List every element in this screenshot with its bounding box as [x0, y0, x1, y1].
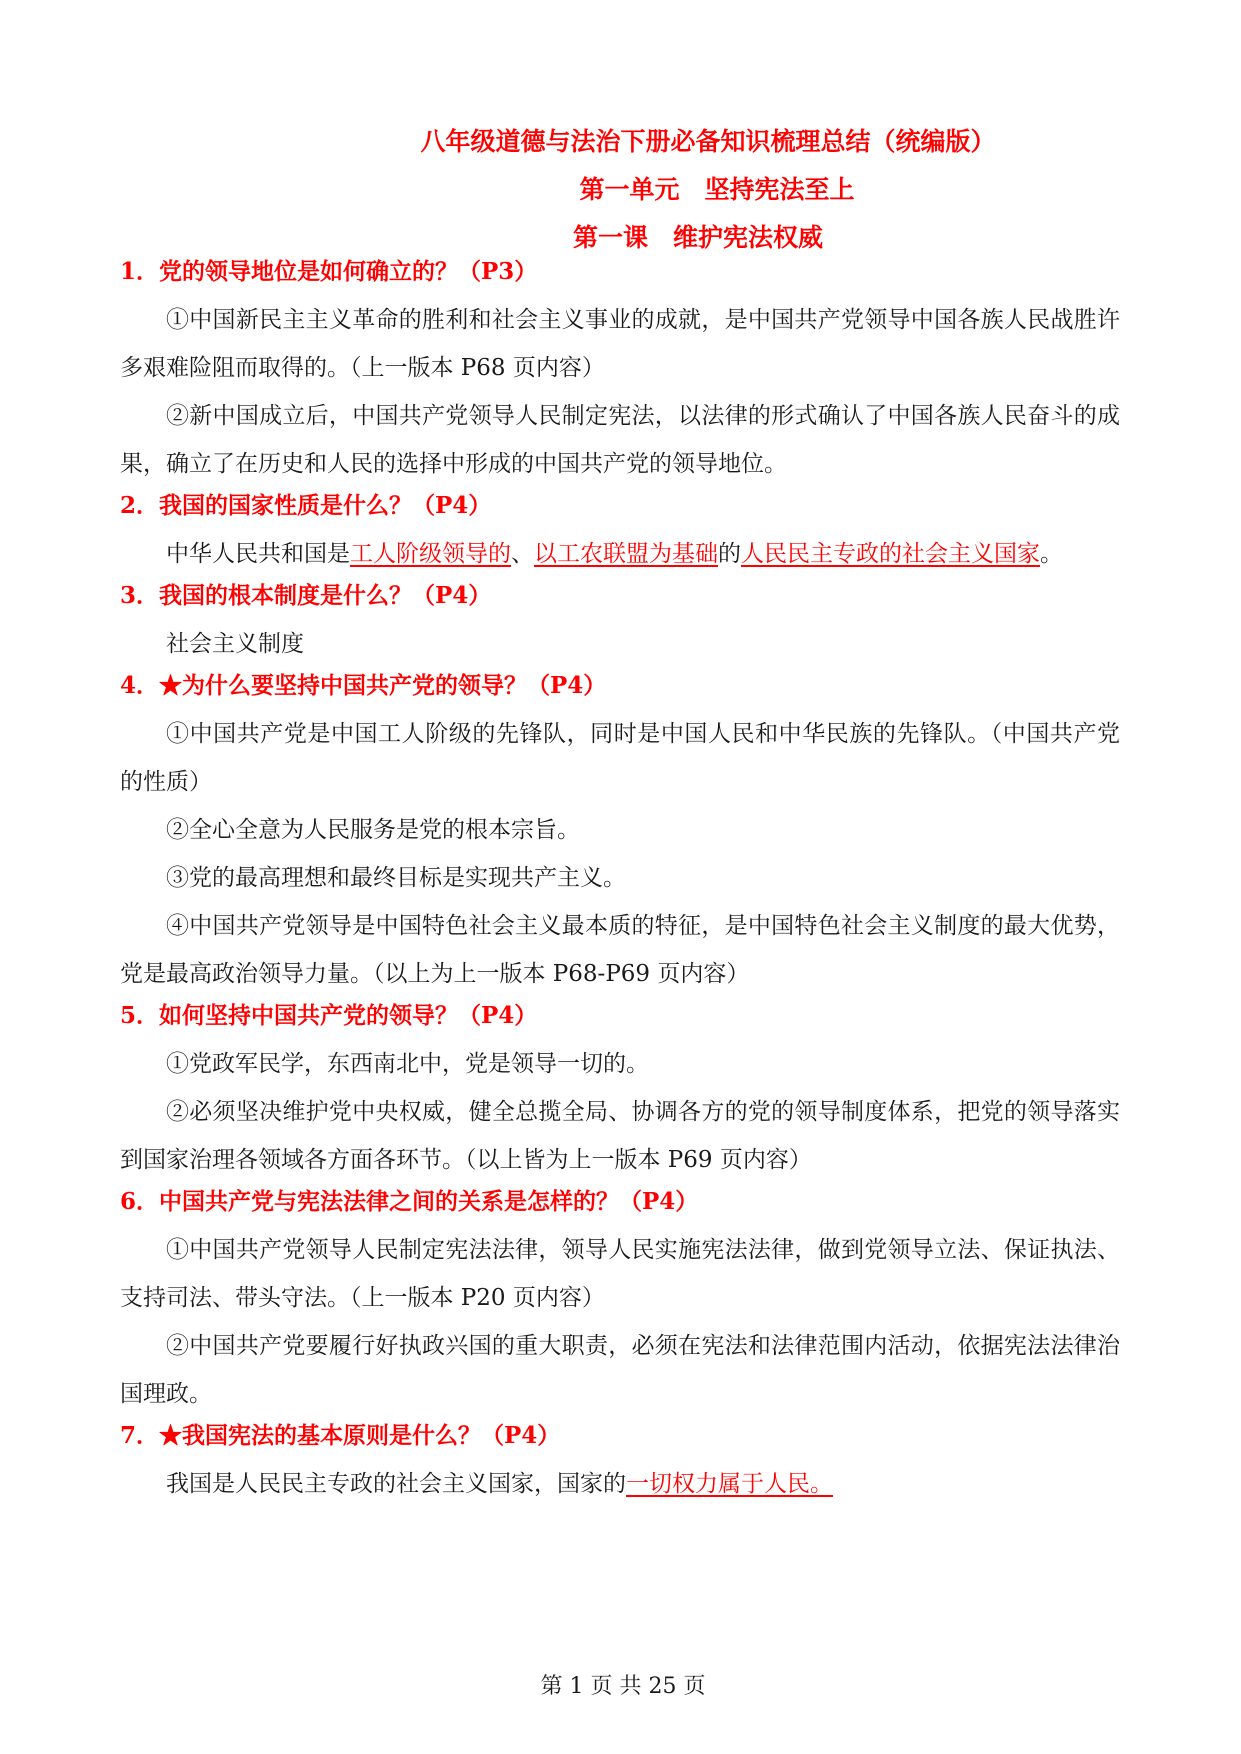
answer-paragraph — [120, 530, 1120, 578]
answer-paragraph: ④中国共产党领导是中国特色社会主义最本质的特征，是中国特色社会主义制度的最大优势，党是最高政治领导力量。（以上为上一版本 P68-P69 页内容） — [120, 913, 1120, 987]
answer-paragraph: ③党的最高理想和最终目标是实现共产主义。 — [166, 865, 626, 891]
answer-paragraph: ②新中国成立后，中国共产党领导人民制定宪法，以法律的形式确认了中国各族人民奋斗的成果，确立了在历史和人民的选择中形成的中国共产党的领导地位。 — [120, 403, 1120, 477]
answer-paragraph — [120, 1460, 1120, 1508]
answer-paragraph: ①党政军民学，东西南北中，党是领导一切的。 — [166, 1051, 649, 1077]
question-heading: 6．中国共产党与宪法法律之间的关系是怎样的？（P4） — [120, 1188, 699, 1215]
answer-paragraph: ①中国新民主主义革命的胜利和社会主义事业的成就，是中国共产党领导中国各族人民战胜许多艰难险阻而取得的。（上一版本 P68 页内容） — [120, 307, 1120, 381]
underlined-keypoint: 人民民主专政的社会主义国家 — [741, 541, 1040, 567]
answer-text: 。 — [1040, 541, 1063, 567]
answer-paragraph: ②全心全意为人民服务是党的根本宗旨。 — [166, 817, 580, 843]
question-heading: 3．我国的根本制度是什么？（P4） — [120, 582, 492, 609]
question-heading: 2．我国的国家性质是什么？（P4） — [120, 492, 492, 519]
answer-text: 中华人民共和国是 — [166, 541, 350, 567]
answer-paragraph: 社会主义制度 — [166, 631, 304, 657]
unit-title: 第一单元 坚持宪法至上 — [579, 175, 855, 204]
underlined-keypoint: 一切权力属于人民。 — [626, 1471, 833, 1497]
question-heading: 1．党的领导地位是如何确立的？（P3） — [120, 258, 538, 285]
question-heading: 4．★为什么要坚持中国共产党的领导？（P4） — [120, 672, 607, 699]
document-title: 八年级道德与法治下册必备知识梳理总结（统编版） — [420, 127, 996, 156]
answer-text: 我国是人民民主专政的社会主义国家，国家的 — [166, 1471, 626, 1497]
lesson-title: 第一课 维护宪法权威 — [572, 223, 823, 252]
underlined-keypoint: 工人阶级领导的 — [350, 541, 511, 567]
answer-paragraph: ②必须坚决维护党中央权威，健全总揽全局、协调各方的党的领导制度体系，把党的领导落实到国家治理各领域各方面各环节。（以上皆为上一版本 P69 页内容） — [120, 1099, 1120, 1173]
answer-paragraph: ①中国共产党是中国工人阶级的先锋队，同时是中国人民和中华民族的先锋队。（中国共产党的性质） — [120, 721, 1120, 795]
document-body — [120, 256, 1120, 1508]
question-heading: 7．★我国宪法的基本原则是什么？（P4） — [120, 1422, 561, 1449]
answer-paragraph: ①中国共产党领导人民制定宪法法律，领导人民实施宪法法律，做到党领导立法、保证执法、支持司法、带头守法。（上一版本 P20 页内容） — [120, 1237, 1120, 1311]
answer-text: 的 — [718, 541, 741, 567]
underlined-keypoint: 以工农联盟为基础 — [534, 541, 718, 567]
answer-paragraph: ②中国共产党要履行好执政兴国的重大职责，必须在宪法和法律范围内活动，依据宪法法律治国理政。 — [120, 1333, 1120, 1407]
question-heading: 5．如何坚持中国共产党的领导？（P4） — [120, 1002, 538, 1029]
answer-text: 、 — [511, 541, 534, 567]
page-footer: 第 1 页 共 25 页 — [540, 1674, 706, 1699]
title-block — [0, 118, 1241, 262]
